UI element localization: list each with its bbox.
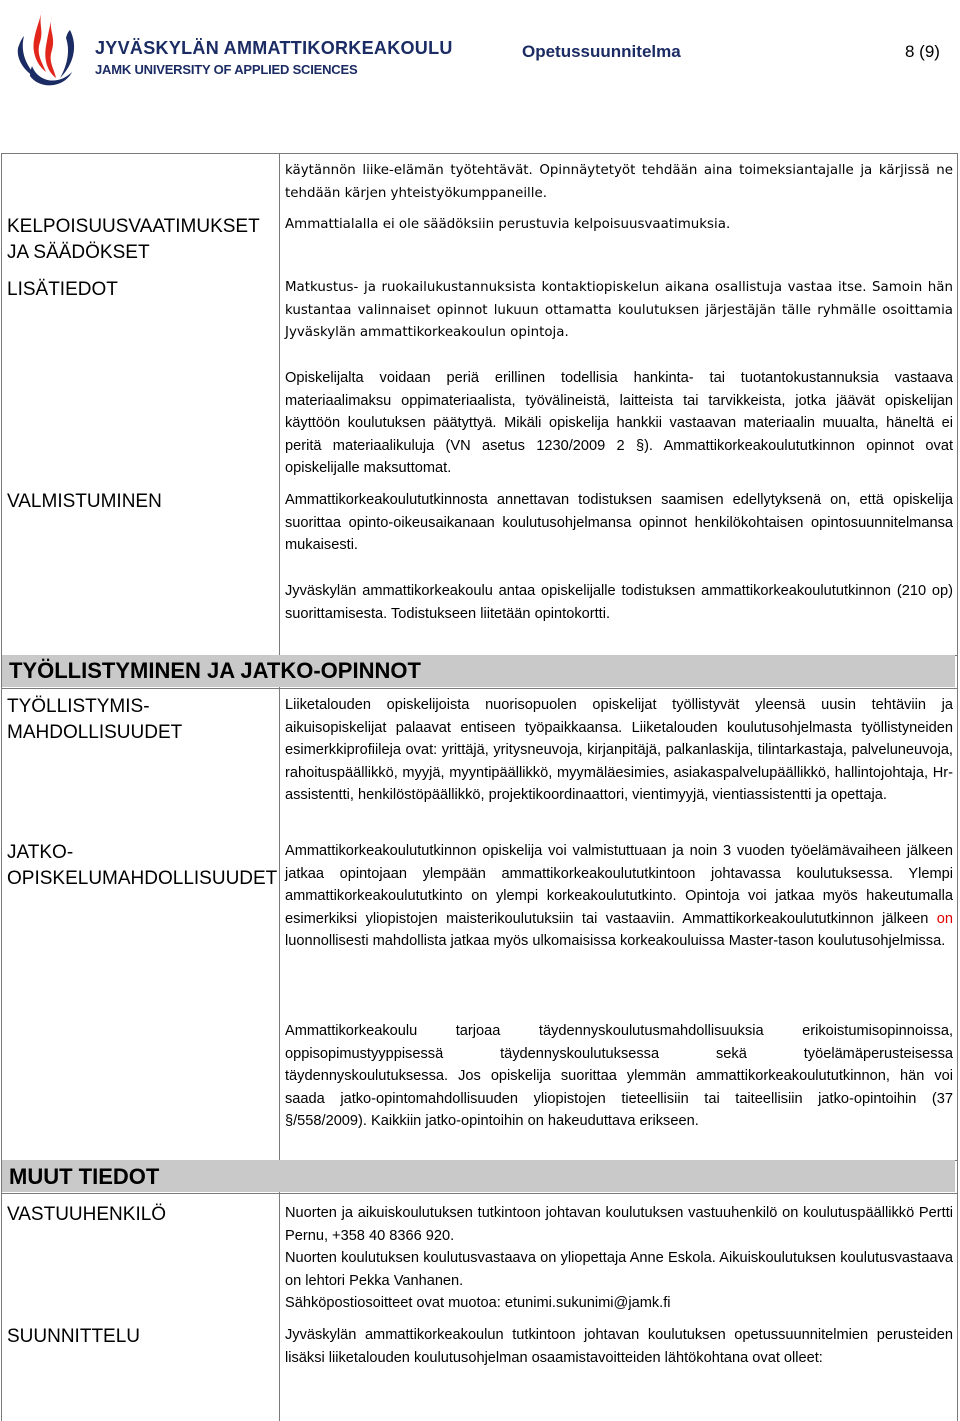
paragraph-jatko-2: Ammattikorkeakoulu tarjoaa täydennyskoulutusmahdollisuuksia erikoistumisopinnoissa, oppisopimustyyppisessä täydennyskoulutuksessa sekä työelämäperusteisessa täydennyskoulutuksessa. Jos opiskelija suorittaa ylemmän ammattikorkeakoulututkinnon, hän voi saada jatko-opintomahdollisuuden yliopistojen tieteellisiin tai taiteellisiin jatko-opintoihin (37 §/558/2009). Kaikkiin jatko-opintoihin on hakeuduttava erikseen.	[285, 1023, 953, 1130]
paragraph-kelpoisuus: Ammattialalla ei ole säädöksiin perustuvia kelpoisuusvaatimuksia.	[285, 217, 731, 232]
paragraph-vastuu-3: Sähköpostiosoitteet ovat muotoa: etunimi.sukunimi@jamk.fi	[285, 1295, 671, 1311]
section-title: MUUT TIEDOT	[9, 1164, 160, 1189]
label-vastuuhenkilo: VASTUUHENKILÖ	[7, 1204, 167, 1225]
row-divider	[2, 1193, 958, 1194]
paragraph-vastuu-1: Nuorten ja aikuiskoulutuksen tutkintoon johtavan koulutuksen vastuuhenkilö on koulutuspäällikkö Pertti Pernu, +358 40 8366 920.	[285, 1205, 953, 1244]
paragraph-suunnittelu: Jyväskylän ammattikorkeakoulun tutkintoon johtavan koulutuksen opetussuunnitelmien perusteiden lisäksi liiketalouden koulutusohjelman osaamistavoitteiden lähtökohtana ovat olleet:	[285, 1327, 953, 1366]
highlighted-word: on	[936, 910, 953, 927]
label-lisatiedot: LISÄTIEDOT	[7, 279, 118, 300]
section-bar-muut-tiedot	[2, 1160, 955, 1192]
paragraph-jatko-1: Ammattikorkeakoulututkinnon opiskelija voi valmistuttuaan ja noin 3 vuoden työelämävaiheen jälkeen jatkaa opintojaan ylempään ammattikorkeakoulututkintoon johtavassa koulutuksessa. Ylempi ammattikorkeakoulututkinto on ylempi korkeakoulututkinto. Opintoja voi jatkaa myös hakeutumalla esimerkiksi yliopistojen maisterikoulutuksiin tai vastaaviin. Ammattikorkeakoulututkinnon jälkeen on luonnollisesti mahdollista jatkaa myös ulkomaisissa korkeakouluissa Master-tason koulutusohjelmissa.	[285, 843, 953, 950]
paragraph-valmistuminen-1: Ammattikorkeakoulututkinnosta annettavan todistuksen saamisen edellytyksenä on, että opiskelija suorittaa opinto-oikeusaikanaan koulutusohjelmansa opinnot henkilökohtaisen opintosuunnitelmansa mukaisesti.	[285, 492, 953, 554]
paragraph-vastuu-2: Nuorten koulutuksen koulutusvastaava on yliopettaja Anne Eskola. Aikuiskoulutuksen koulutusvastaava on lehtori Pekka Vanhanen.	[285, 1250, 953, 1289]
jamk-logo	[12, 6, 90, 99]
column-divider	[279, 153, 280, 1421]
paragraph-valmistuminen-2: Jyväskylän ammattikorkeakoulu antaa opiskelijalle todistuksen ammattikorkeakoulututkinnon (210 op) suorittamisesta. Todistukseen liitetään opintokortti.	[285, 583, 953, 622]
label-suunnittelu: SUUNNITTELU	[7, 1326, 141, 1347]
paragraph-intro: käytännön liike-elämän työtehtävät. Opinnäytetyöt tehdään aina toimeksiantajalle ja kärjissä ne tehdään kärjen yhteistyökumppaneille.	[285, 163, 953, 201]
label-jatko: JATKO- OPISKELUMAHDOLLISUUDET	[7, 842, 278, 889]
page-header	[0, 0, 960, 100]
label-kelpoisuus: KELPOISUUSVAATIMUKSET JA SÄÄDÖKSET	[7, 216, 260, 263]
label-tyollistymis: TYÖLLISTYMIS- MAHDOLLISUUDET	[7, 696, 183, 743]
row-divider	[2, 688, 958, 689]
flame-logo-icon	[12, 6, 90, 94]
document-title: Opetussuunnitelma	[522, 42, 681, 61]
logo-name: JYVÄSKYLÄN AMMATTIKORKEAKOULU	[95, 38, 453, 58]
label-valmistuminen: VALMISTUMINEN	[7, 491, 162, 512]
logo-subname: JAMK UNIVERSITY OF APPLIED SCIENCES	[95, 62, 358, 77]
paragraph-lisatiedot-2: Opiskelijalta voidaan periä erillinen todellisia hankinta- tai tuotantokustannuksia vastaava materiaalimaksu oppimateriaalista, työvälineistä, laitteista tai tarvikkeista, jotka jäävät opiskelijan käyttöön koulutuksen päätyttyä. Mikäli opiskelija hankkii vastaavan materiaalin muualta, häneltä ei peritä materiaalikuluja (VN asetus 1230/2009 2 §). Ammattikorkeakoulututkinnon opinnot ovat opiskelijalle maksuttomat.	[285, 370, 953, 477]
page-number: 8 (9)	[905, 42, 940, 61]
paragraph-lisatiedot-1: Matkustus- ja ruokailukustannuksista kontaktiopiskelun aikana osallistuja vastaa itse. Samoin hän kustantaa valinnaiset opinnot lukuun ottamatta koulutuksen järjestäjän tälle ryhmälle osoittamia Jyväskylän ammattikorkeakoulun opintoja.	[285, 280, 953, 341]
section-title: TYÖLLISTYMINEN JA JATKO-OPINNOT	[9, 658, 421, 683]
paragraph-tyollistymis: Liiketalouden opiskelijoista nuorisopuolen opiskelijat työllistyvät yleensä uusin tehtäviin ja aikuisopiskelijat palaavat entiseen työpaikkaansa. Liiketalouden koulutusohjelmasta työllistyneiden esimerkkiprofiileja ovat: yrittäjä, yritysneuvoja, kirjanpitäjä, palkanlaskija, tilintarkastaja, palveluneuvoja, rahoituspäällikkö, myyjä, myyntipäällikkö, myymäläesimies, asiakaspalvelupäällikkö, hallintojohtaja, Hr-assistentti, henkilöstöpäällikkö, projektikoordinaattori, vientimyyjä, vientiassistentti ja opettaja.	[285, 697, 953, 804]
section-bar-tyollistyminen	[2, 655, 955, 687]
